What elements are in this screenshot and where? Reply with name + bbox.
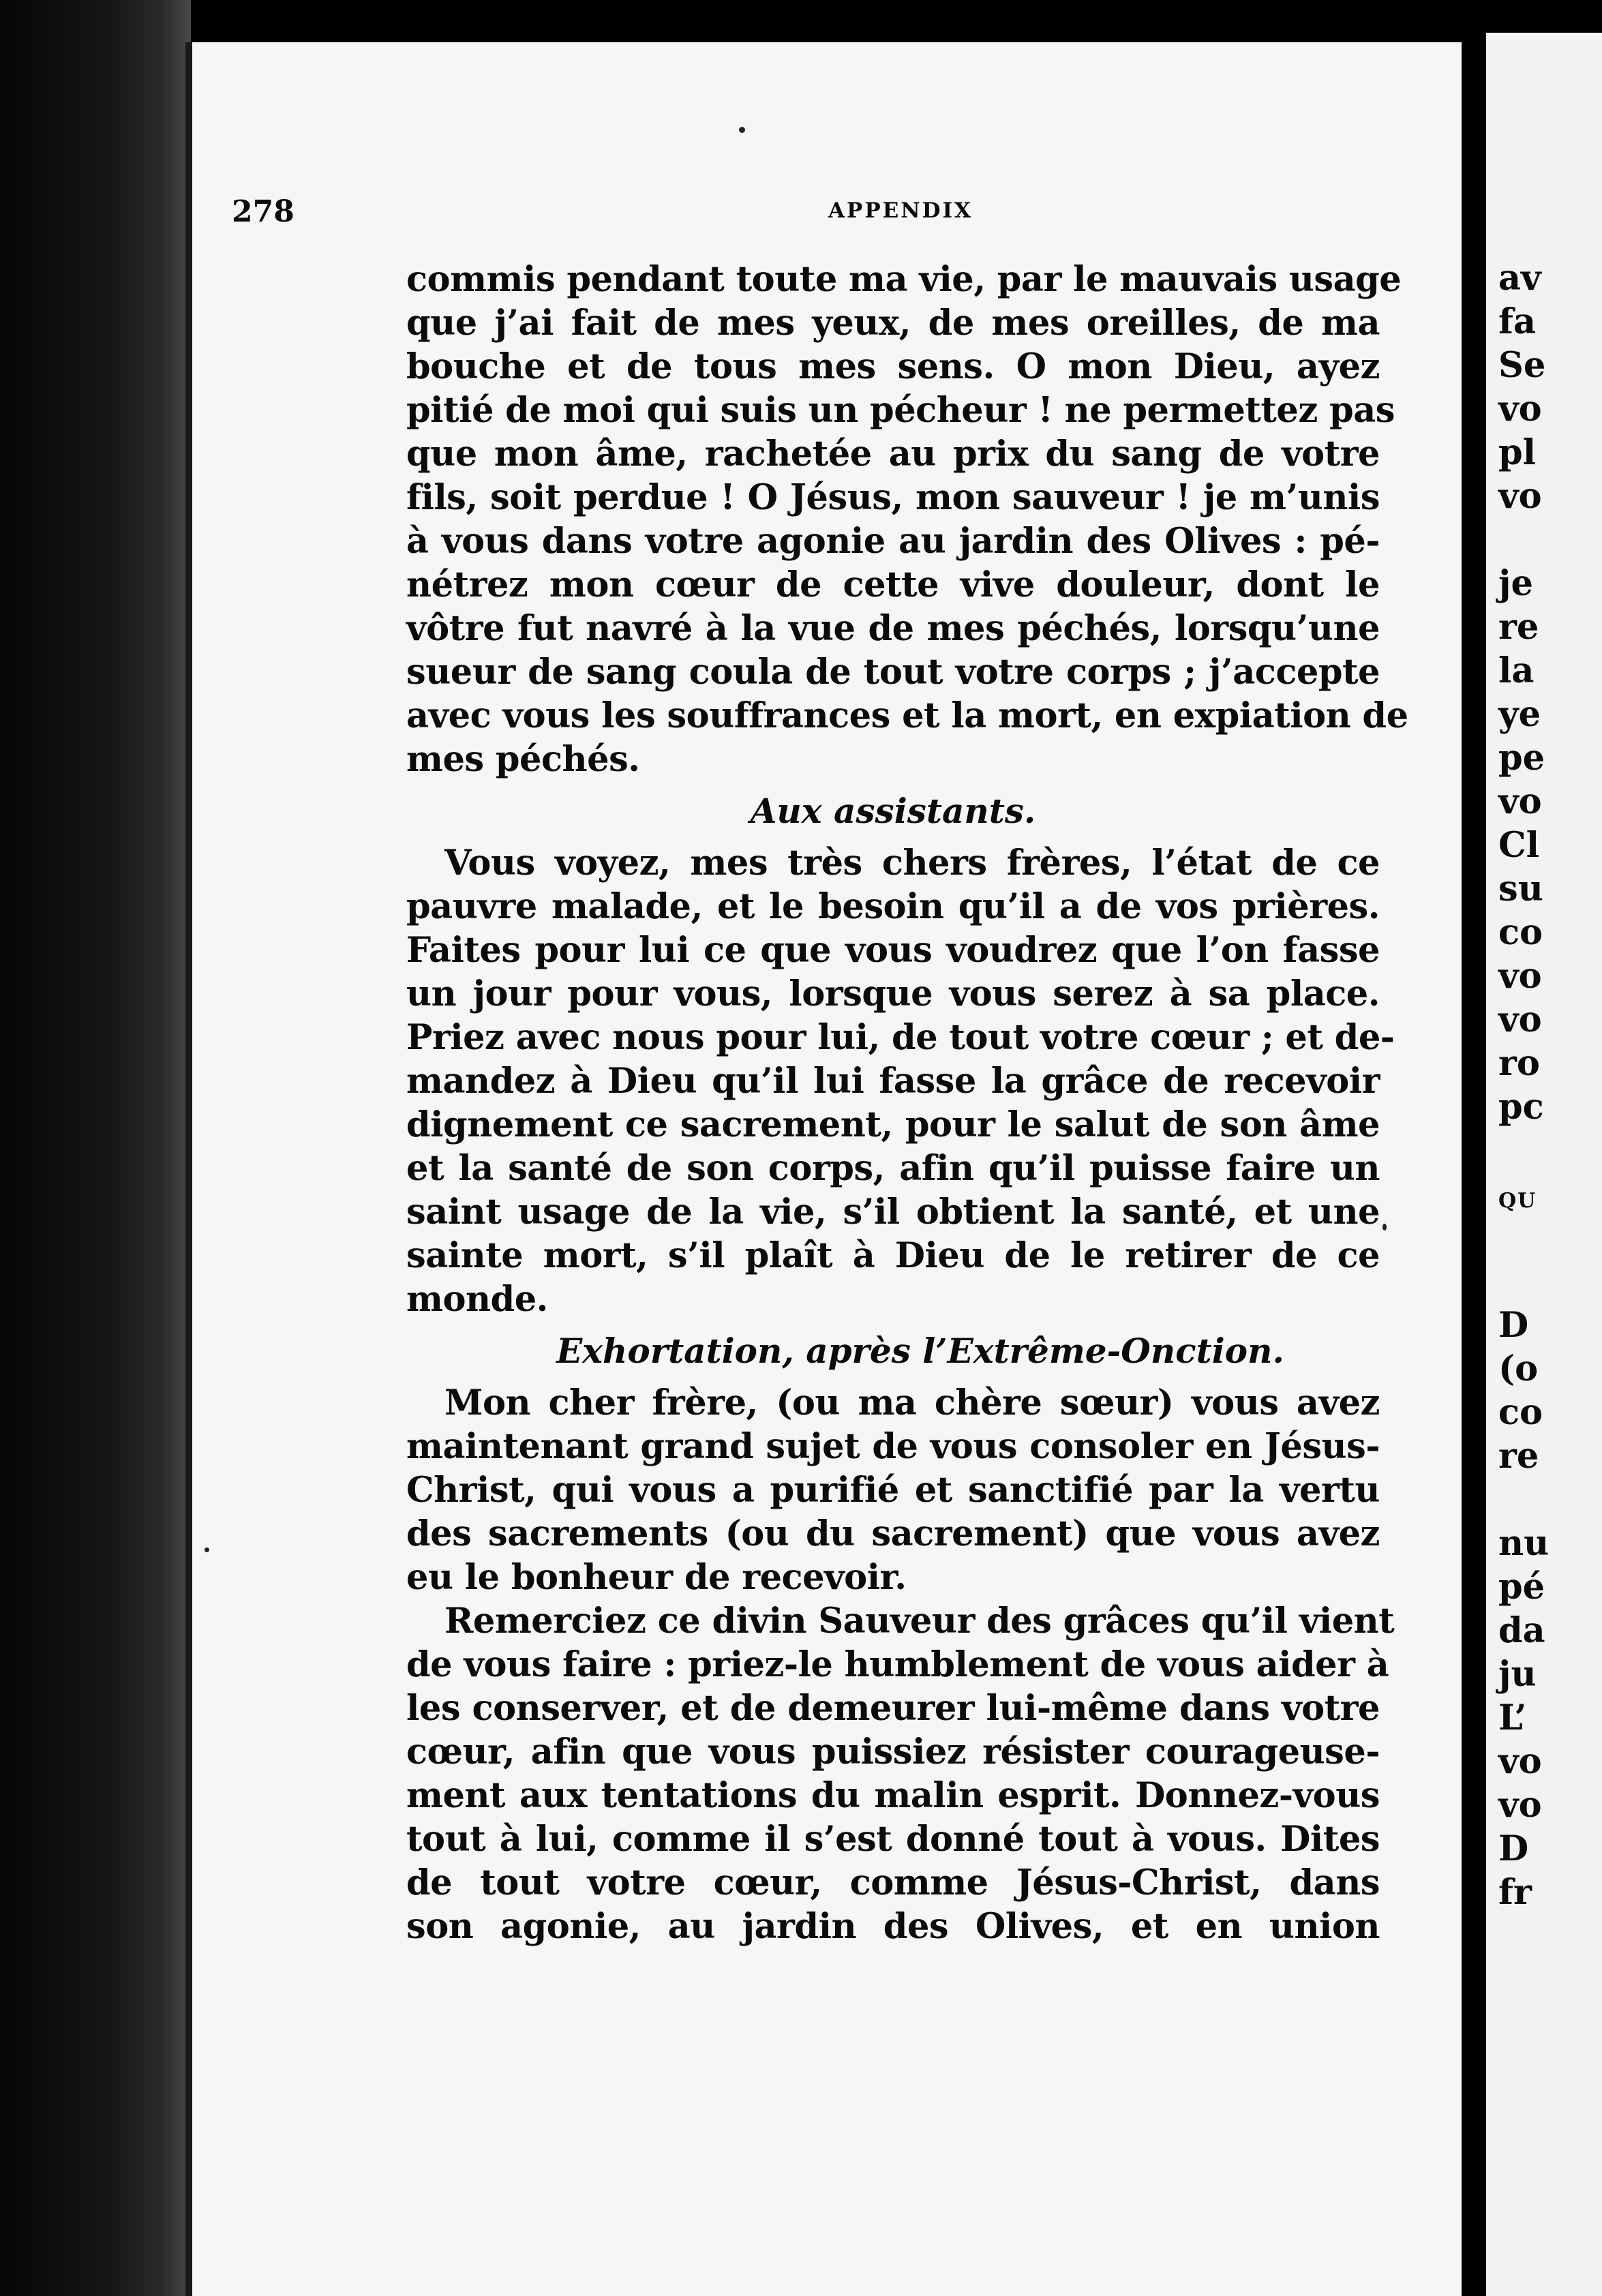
text-line: que mon âme, rachetée au prix du sang de votre bbox=[406, 434, 1380, 474]
facing-page-fragment: L’ bbox=[1498, 1697, 1527, 1738]
facing-page-fragment: co bbox=[1498, 1392, 1543, 1433]
facing-page-fragment: la bbox=[1498, 650, 1535, 691]
facing-page-fragment: vo bbox=[1498, 956, 1542, 997]
facing-page-text bbox=[1486, 33, 1602, 2296]
text-line: Mon cher frère, (ou ma chère sœur) vous avez bbox=[444, 1383, 1380, 1423]
text-line: Vous voyez, mes très chers frères, l’état de ce bbox=[444, 843, 1380, 883]
text-line: pauvre malade, et le besoin qu’il a de vos prières. bbox=[406, 886, 1380, 927]
text-line: fils, soit perdue ! O Jésus, mon sauveur ! je m’unis bbox=[406, 477, 1380, 518]
text-line: Remerciez ce divin Sauveur des grâces qu’il vient bbox=[444, 1601, 1395, 1642]
facing-page-fragment: vo bbox=[1498, 476, 1542, 517]
facing-page-fragment: co bbox=[1498, 912, 1543, 953]
text-line: sainte mort, s’il plaît à Dieu de le retirer de ce bbox=[406, 1235, 1380, 1276]
facing-page-fragment: ro bbox=[1498, 1043, 1540, 1084]
text-line: commis pendant toute ma vie, par le mauvais usage bbox=[406, 259, 1402, 300]
text-line: à vous dans votre agonie au jardin des Olives : pé- bbox=[406, 521, 1380, 562]
facing-page-edge bbox=[1486, 33, 1602, 2296]
text-line: dignement ce sacrement, pour le salut de son âme bbox=[406, 1104, 1380, 1145]
text-line: avec vous les souffrances et la mort, en expiation de bbox=[406, 695, 1408, 736]
facing-page-fragment: Cl bbox=[1498, 825, 1539, 866]
page-number: 278 bbox=[232, 194, 294, 229]
scan-speck bbox=[739, 127, 745, 133]
text-line: vôtre fut navré à la vue de mes péchés, lorsqu’une bbox=[406, 608, 1380, 649]
scan-speck bbox=[205, 1547, 209, 1552]
text-line: un jour pour vous, lorsque vous serez à sa place. bbox=[406, 973, 1380, 1014]
text-line: et la santé de son corps, afin qu’il puisse faire un bbox=[406, 1148, 1380, 1189]
text-line: son agonie, au jardin des Olives, et en union bbox=[406, 1906, 1380, 1947]
text-line: Faites pour lui ce que vous voudrez que l’on fasse bbox=[406, 930, 1380, 971]
binding-edge bbox=[0, 0, 191, 2296]
facing-page-fragment: ju bbox=[1498, 1654, 1537, 1695]
facing-page-fragment: D bbox=[1498, 1305, 1529, 1346]
facing-page-fragment: je bbox=[1498, 563, 1533, 604]
facing-page-fragment: su bbox=[1498, 868, 1543, 909]
text-line: saint usage de la vie, s’il obtient la santé, et une bbox=[406, 1192, 1380, 1233]
section-heading-assistants: Aux assistants. bbox=[750, 791, 1036, 831]
page-gutter bbox=[1462, 0, 1486, 2296]
text-line: Christ, qui vous a purifié et sanctifié par la vertu bbox=[406, 1470, 1380, 1511]
facing-page-fragment: nu bbox=[1498, 1523, 1550, 1564]
facing-page-fragment: ye bbox=[1498, 694, 1541, 735]
facing-page-fragment: QU bbox=[1498, 1189, 1537, 1213]
facing-page-fragment: re bbox=[1498, 607, 1539, 648]
text-line: bouche et de tous mes sens. O mon Dieu, ayez bbox=[406, 346, 1380, 387]
facing-page-fragment: re bbox=[1498, 1436, 1539, 1477]
text-line: maintenant grand sujet de vous consoler en Jésus- bbox=[406, 1426, 1380, 1467]
paragraph-exhortation bbox=[406, 1381, 1380, 1599]
facing-page-fragment: pc bbox=[1498, 1087, 1544, 1128]
text-line: pitié de moi qui suis un pécheur ! ne permettez pas bbox=[406, 390, 1395, 431]
text-line: ment aux tentations du malin esprit. Donnez-vous bbox=[406, 1775, 1380, 1816]
facing-page-fragment: vo bbox=[1498, 781, 1542, 822]
text-line: monde. bbox=[406, 1279, 548, 1320]
facing-page-fragment: D bbox=[1498, 1828, 1529, 1869]
text-line: cœur, afin que vous puissiez résister courageuse- bbox=[406, 1732, 1380, 1772]
facing-page-fragment: av bbox=[1498, 258, 1541, 299]
facing-page-fragment: pé bbox=[1498, 1567, 1545, 1607]
facing-page-fragment: da bbox=[1498, 1610, 1545, 1651]
running-head bbox=[232, 194, 1404, 235]
running-title: APPENDIX bbox=[828, 198, 973, 223]
facing-page-fragment: fa bbox=[1498, 301, 1536, 342]
facing-page-fragment: vo bbox=[1498, 1785, 1542, 1826]
scan-speck bbox=[1382, 1224, 1387, 1230]
text-line: nétrez mon cœur de cette vive douleur, dont le bbox=[406, 564, 1380, 605]
text-line: des sacrements (ou du sacrement) que vous avez bbox=[406, 1513, 1380, 1554]
text-line: les conserver, et de demeurer lui-même dans votre bbox=[406, 1688, 1380, 1729]
text-line: tout à lui, comme il s’est donné tout à vous. Dites bbox=[406, 1819, 1380, 1860]
text-line: mes péchés. bbox=[406, 739, 640, 780]
text-line: eu le bonheur de recevoir. bbox=[406, 1557, 907, 1598]
paragraph-prayer bbox=[406, 258, 1408, 781]
facing-page-fragment: vo bbox=[1498, 1741, 1542, 1782]
text-line: mandez à Dieu qu’il lui fasse la grâce de recevoir bbox=[406, 1061, 1380, 1102]
page-body bbox=[406, 258, 1408, 1948]
text-line: que j’ai fait de mes yeux, de mes oreilles, de ma bbox=[406, 303, 1380, 344]
facing-page-fragment: vo bbox=[1498, 999, 1542, 1040]
facing-page-fragment: vo bbox=[1498, 389, 1542, 429]
facing-page-fragment: Se bbox=[1498, 345, 1546, 386]
paragraph-assistants bbox=[406, 841, 1395, 1321]
facing-page-fragment: pe bbox=[1498, 738, 1545, 779]
text-line: sueur de sang coula de tout votre corps ; j’accepte bbox=[406, 652, 1380, 693]
facing-page-fragment: fr bbox=[1498, 1872, 1532, 1913]
text-line: de vous faire : priez-le humblement de vous aider à bbox=[406, 1644, 1389, 1685]
facing-page-fragment: (o bbox=[1498, 1348, 1539, 1389]
text-line: de tout votre cœur, comme Jésus-Christ, dans bbox=[406, 1862, 1380, 1903]
facing-page-fragment: pl bbox=[1498, 432, 1537, 473]
text-line: Priez avec nous pour lui, de tout votre cœur ; et de- bbox=[406, 1017, 1395, 1058]
paragraph-thanksgiving bbox=[406, 1599, 1395, 1948]
section-heading-exhortation: Exhortation, après l’Extrême-Onction. bbox=[556, 1331, 1284, 1371]
